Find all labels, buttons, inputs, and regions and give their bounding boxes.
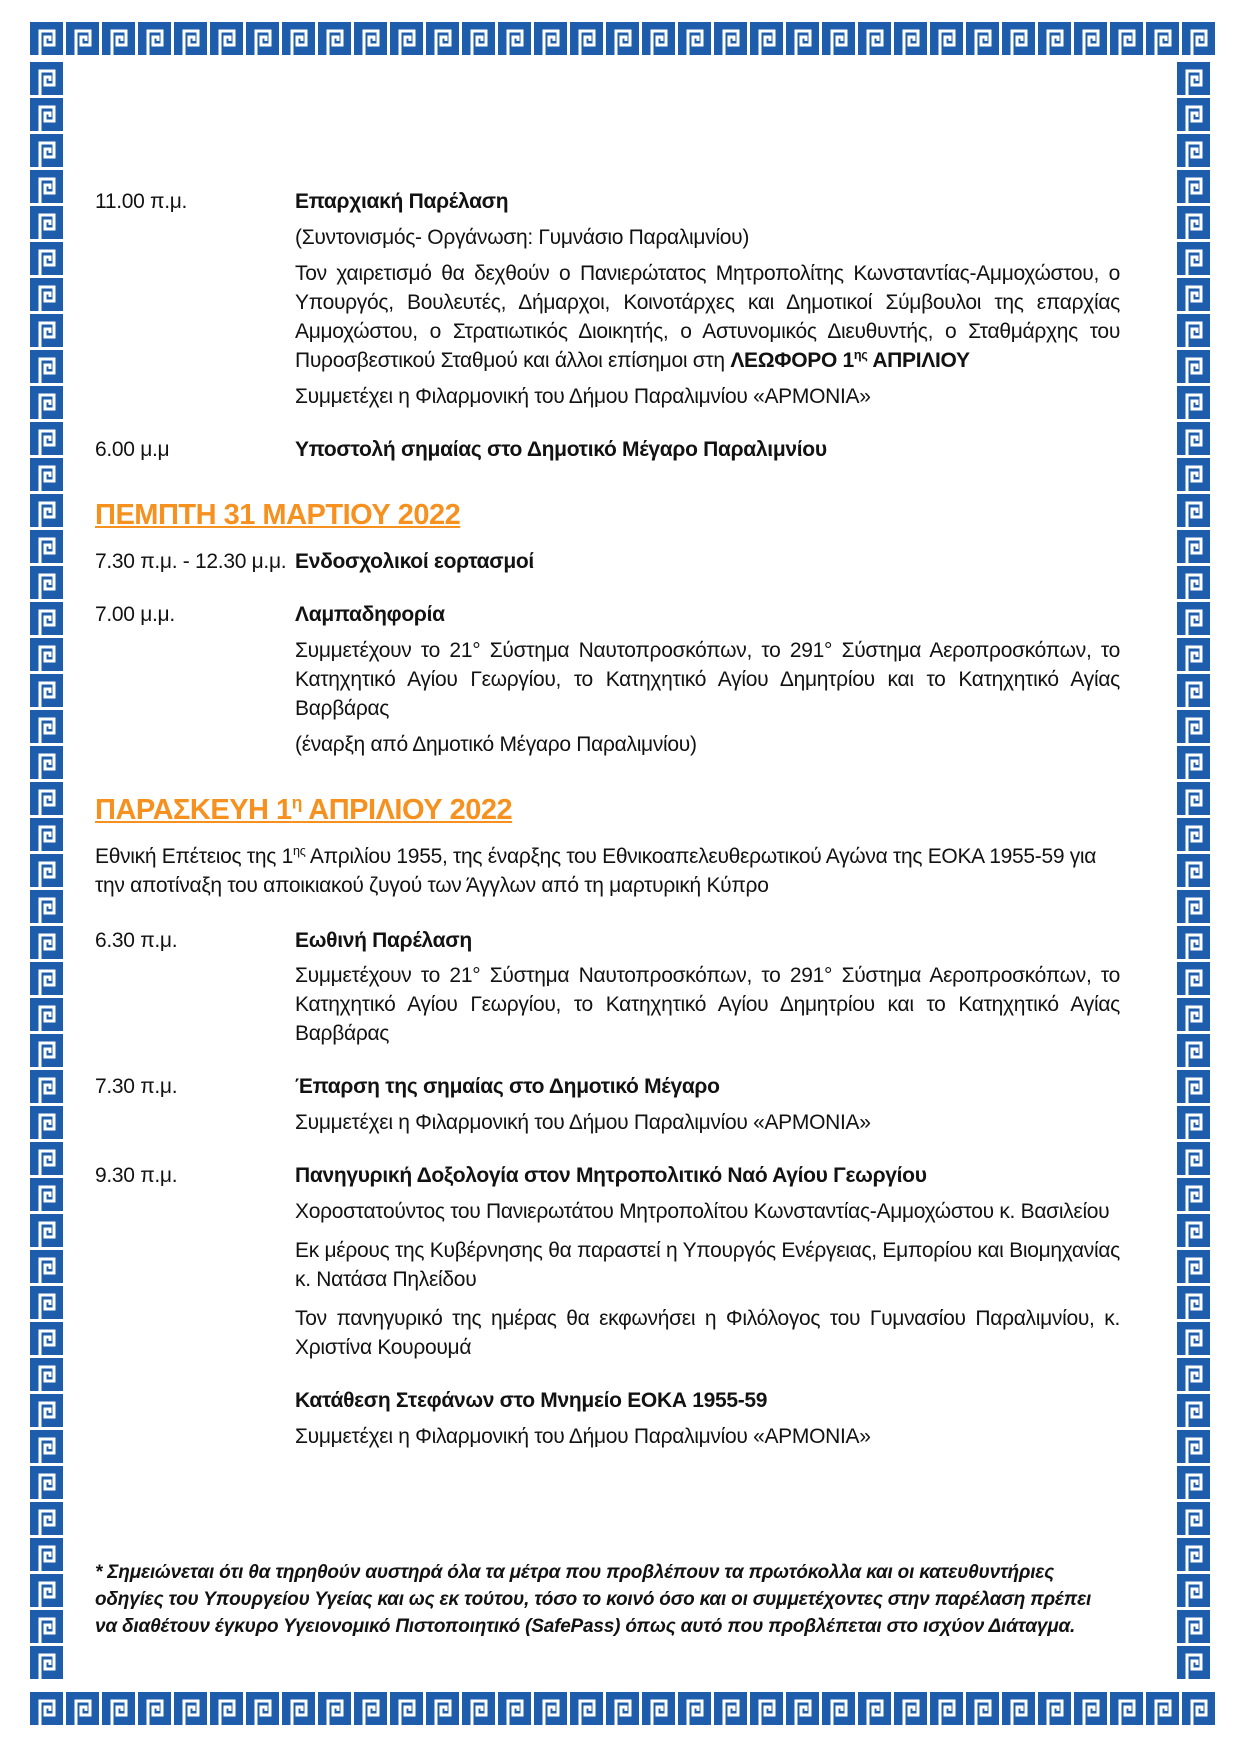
greek-key-border-top <box>30 22 1215 55</box>
greek-key-tile-icon <box>1177 134 1210 167</box>
greek-key-tile-icon <box>30 206 63 239</box>
greek-key-tile-icon <box>1177 854 1210 887</box>
text-segment: Τον χαιρετισμό θα δεχθούν ο Πανιερώτατος Μητροπολίτης Κωνσταντίας-Αμμοχώστου, ο Υπουργός, Βουλευτές, Δήμαρχοι, Κοινοτάρχες και Δημοτικοί Σύμβουλοι της επαρχίας Αμμοχώστου, ο Στρατιωτικός Διοικητής, ο Αστυνομικός Διευθυντής, ο Σταθμάρχης του Πυροσβεστικού Σταθμού και άλλοι επίσημοι στη <box>295 261 1120 372</box>
greek-key-tile-icon <box>1177 1286 1210 1319</box>
greek-key-tile-icon <box>1177 314 1210 347</box>
greek-key-tile-icon <box>30 98 63 131</box>
greek-key-tile-icon <box>786 22 819 55</box>
greek-key-tile-icon <box>498 1692 531 1725</box>
greek-key-tile-icon <box>1177 1430 1210 1463</box>
greek-key-tile-icon <box>30 1538 63 1571</box>
event-paragraph <box>295 436 1120 465</box>
greek-key-tile-icon <box>30 962 63 995</box>
schedule-event <box>95 1162 1120 1363</box>
greek-key-tile-icon <box>1177 1394 1210 1427</box>
greek-key-tile-icon <box>30 1502 63 1535</box>
event-details <box>295 436 1120 465</box>
greek-key-tile-icon <box>678 22 711 55</box>
greek-key-tile-icon <box>30 1070 63 1103</box>
greek-key-tile-icon <box>66 22 99 55</box>
greek-key-tile-icon <box>1177 62 1210 95</box>
greek-key-tile-icon <box>1177 170 1210 203</box>
text-segment: * Σημειώνεται ότι θα τηρηθούν αυστηρά όλα τα μέτρα που προβλέπουν τα πρωτόκολλα και οι κατευθυντήριες οδηγίες του Υπουργείου Υγείας και ως εκ τούτου, τόσο το κοινό όσο και οι συμμετέχοντες στην παρέλαση πρέπει να διαθέτουν έγκυρο Υγειονομικό Πιστοποιητικό (SafePass) όπως αυτό που προβλέπεται στο ισχύον Διάταγμα. <box>95 1562 1092 1637</box>
text-segment: Εκ μέρους της Κυβέρνησης θα παραστεί η Υπουργός Ενέργειας, Εμπορίου και Βιομηχανίας κ. Νατάσα Πηλείδου <box>295 1239 1120 1292</box>
text-segment: Χοροστατούντος του Πανιερωτάτου Μητροπολίτου Κωνσταντίας-Αμμοχώστου κ. Βασιλείου <box>295 1200 1110 1224</box>
greek-key-tile-icon <box>1177 1214 1210 1247</box>
event-time: 7.30 π.μ. <box>95 1075 178 1099</box>
greek-key-tile-icon <box>606 22 639 55</box>
greek-key-tile-icon <box>30 638 63 671</box>
schedule-event <box>95 1073 1120 1138</box>
event-time: 7.00 μ.μ. <box>95 602 175 626</box>
greek-key-tile-icon <box>786 1692 819 1725</box>
greek-key-tile-icon <box>282 22 315 55</box>
greek-key-tile-icon <box>1177 746 1210 779</box>
greek-key-tile-icon <box>30 1574 63 1607</box>
event-time <box>95 1387 295 1452</box>
greek-key-tile-icon <box>1002 22 1035 55</box>
greek-key-tile-icon <box>30 458 63 491</box>
greek-key-tile-icon <box>1177 674 1210 707</box>
greek-key-tile-icon <box>1177 458 1210 491</box>
greek-key-tile-icon <box>606 1692 639 1725</box>
text-segment: ΛΕΩΦΟΡΟ 1 <box>730 348 854 372</box>
event-details <box>295 1162 1120 1363</box>
greek-key-tile-icon <box>1177 1358 1210 1391</box>
text-segment: ης <box>293 843 306 858</box>
greek-key-tile-icon <box>570 22 603 55</box>
greek-key-tile-icon <box>30 1250 63 1283</box>
text-segment: Ενδοσχολικοί εορτασμοί <box>295 549 534 573</box>
greek-key-tile-icon <box>534 22 567 55</box>
event-paragraph <box>295 731 1120 760</box>
greek-key-tile-icon <box>30 1214 63 1247</box>
greek-key-tile-icon <box>30 62 63 95</box>
greek-key-tile-icon <box>966 1692 999 1725</box>
day-intro <box>95 843 1120 901</box>
text-segment: Εθνική Επέτειος της 1 <box>95 844 293 868</box>
greek-key-tile-icon <box>1146 1692 1179 1725</box>
greek-key-tile-icon <box>30 1692 63 1725</box>
text-segment: ΑΠΡΙΛΙΟΥ 2022 <box>301 793 513 826</box>
greek-key-tile-icon <box>498 22 531 55</box>
greek-key-tile-icon <box>30 242 63 275</box>
text-segment: ΠΑΡΑΣΚΕΥΗ 1 <box>95 793 292 826</box>
greek-key-tile-icon <box>1177 422 1210 455</box>
greek-key-tile-icon <box>30 1394 63 1427</box>
greek-key-tile-icon <box>30 566 63 599</box>
greek-key-tile-icon <box>1177 1070 1210 1103</box>
greek-key-tile-icon <box>1110 22 1143 55</box>
greek-key-tile-icon <box>1177 278 1210 311</box>
text-segment: (έναρξη από Δημοτικό Μέγαρο Παραλιμνίου) <box>295 732 697 756</box>
greek-key-tile-icon <box>30 1286 63 1319</box>
schedule-event <box>95 1387 1120 1452</box>
greek-key-tile-icon <box>1177 1034 1210 1067</box>
greek-key-tile-icon <box>1177 242 1210 275</box>
text-segment: (Συντονισμός- Οργάνωση: Γυμνάσιο Παραλιμνίου) <box>295 225 750 249</box>
event-details <box>295 1073 1120 1138</box>
text-segment: Τον πανηγυρικό της ημέρας θα εκφωνήσει η Φιλόλογος του Γυμνασίου Παραλιμνίου, κ. Χριστίνα Κουρουμά <box>295 1307 1120 1360</box>
greek-key-tile-icon <box>1177 386 1210 419</box>
greek-key-tile-icon <box>858 22 891 55</box>
schedule <box>95 188 1120 1637</box>
greek-key-tile-icon <box>1177 1106 1210 1139</box>
event-paragraph <box>295 1198 1120 1227</box>
greek-key-tile-icon <box>30 926 63 959</box>
text-segment: ΑΠΡΙΛΙΟΥ <box>867 348 970 372</box>
event-paragraph <box>295 548 1120 577</box>
greek-key-tile-icon <box>822 1692 855 1725</box>
text-segment: Επαρχιακή Παρέλαση <box>295 190 509 213</box>
greek-key-tile-icon <box>1177 818 1210 851</box>
text-segment: Συμμετέχει η Φιλαρμονική του Δήμου Παραλιμνίου «ΑΡΜΟΝΙΑ» <box>295 384 871 408</box>
event-details <box>295 1387 1120 1452</box>
greek-key-tile-icon <box>30 674 63 707</box>
greek-key-border-bottom <box>30 1692 1215 1725</box>
text-segment: Λαμπαδηφορία <box>295 602 445 626</box>
greek-key-tile-icon <box>30 890 63 923</box>
event-paragraph <box>295 188 1120 217</box>
greek-key-border-right <box>1177 62 1210 1679</box>
greek-key-tile-icon <box>1177 1538 1210 1571</box>
greek-key-tile-icon <box>1177 782 1210 815</box>
greek-key-tile-icon <box>1038 1692 1071 1725</box>
event-paragraph <box>295 962 1120 1049</box>
greek-key-tile-icon <box>30 1034 63 1067</box>
greek-key-tile-icon <box>30 386 63 419</box>
greek-key-tile-icon <box>930 1692 963 1725</box>
text-segment: Συμμετέχει η Φιλαρμονική του Δήμου Παραλιμνίου «ΑΡΜΟΝΙΑ» <box>295 1111 871 1135</box>
greek-key-tile-icon <box>30 1430 63 1463</box>
greek-key-tile-icon <box>318 1692 351 1725</box>
schedule-event <box>95 601 1120 760</box>
greek-key-tile-icon <box>1002 1692 1035 1725</box>
greek-key-tile-icon <box>678 1692 711 1725</box>
greek-key-tile-icon <box>30 314 63 347</box>
greek-key-tile-icon <box>1177 710 1210 743</box>
event-paragraph <box>295 1109 1120 1138</box>
greek-key-tile-icon <box>1177 1466 1210 1499</box>
greek-key-tile-icon <box>390 1692 423 1725</box>
greek-key-tile-icon <box>1110 1692 1143 1725</box>
greek-key-tile-icon <box>246 1692 279 1725</box>
greek-key-tile-icon <box>390 22 423 55</box>
greek-key-tile-icon <box>138 1692 171 1725</box>
greek-key-tile-icon <box>1146 22 1179 55</box>
greek-key-tile-icon <box>426 22 459 55</box>
greek-key-tile-icon <box>1182 22 1215 55</box>
greek-key-tile-icon <box>750 22 783 55</box>
text-segment: Πανηγυρική Δοξολογία στον Μητροπολιτικό Ναό Αγίου Γεωργίου <box>295 1164 927 1188</box>
text-segment: Απριλίου 1955, της έναρξης του Εθνικοαπελευθερωτικού Αγώνα της ΕΟΚΑ 1955-59 για την αποτίναξη του αποικιακού ζυγού των Άγγλων από τη μαρτυρική Κύπρο <box>95 844 1097 897</box>
event-time: 6.00 μ.μ <box>95 437 170 461</box>
greek-key-tile-icon <box>174 22 207 55</box>
greek-key-tile-icon <box>30 1178 63 1211</box>
greek-key-tile-icon <box>1177 926 1210 959</box>
day-header <box>95 791 1120 827</box>
greek-key-tile-icon <box>30 134 63 167</box>
greek-key-tile-icon <box>1177 1178 1210 1211</box>
event-paragraph <box>295 1305 1120 1363</box>
greek-key-tile-icon <box>462 22 495 55</box>
greek-key-tile-icon <box>1177 998 1210 1031</box>
greek-key-tile-icon <box>1074 1692 1107 1725</box>
event-paragraph <box>295 1423 1120 1452</box>
greek-key-tile-icon <box>1177 530 1210 563</box>
greek-key-tile-icon <box>30 818 63 851</box>
text-segment: η <box>291 791 302 812</box>
greek-key-tile-icon <box>30 530 63 563</box>
greek-key-tile-icon <box>822 22 855 55</box>
greek-key-tile-icon <box>858 1692 891 1725</box>
safepass-footnote <box>95 1560 1095 1641</box>
event-time: 6.30 π.μ. <box>95 928 178 952</box>
event-paragraph <box>295 1387 1120 1416</box>
greek-key-tile-icon <box>30 854 63 887</box>
greek-key-tile-icon <box>30 782 63 815</box>
event-paragraph <box>295 601 1120 630</box>
greek-key-tile-icon <box>1177 1322 1210 1355</box>
text-segment: Έπαρση της σημαίας στο Δημοτικό Μέγαρο <box>295 1075 720 1099</box>
greek-key-tile-icon <box>30 1322 63 1355</box>
greek-key-tile-icon <box>318 22 351 55</box>
event-details <box>295 548 1120 577</box>
text-segment: Συμμετέχουν το 21° Σύστημα Ναυτοπροσκόπων, το 291° Σύστημα Αεροπροσκόπων, το Κατηχητικό Αγίου Γεωργίου, το Κατηχητικό Αγίου Δημητρίου και το Κατηχητικό Αγίας Βαρβάρας <box>295 638 1120 720</box>
greek-key-tile-icon <box>210 22 243 55</box>
greek-key-tile-icon <box>642 22 675 55</box>
schedule-event <box>95 436 1120 465</box>
greek-key-tile-icon <box>30 494 63 527</box>
schedule-event <box>95 927 1120 1050</box>
event-paragraph <box>295 1073 1120 1102</box>
greek-key-tile-icon <box>30 998 63 1031</box>
event-details <box>295 601 1120 760</box>
text-segment: Συμμετέχουν το 21° Σύστημα Ναυτοπροσκόπων, το 291° Σύστημα Αεροπροσκόπων, το Κατηχητικό Αγίου Γεωργίου, το Κατηχητικό Αγίου Δημητρίου και το Κατηχητικό Αγίας Βαρβάρας <box>295 964 1120 1046</box>
greek-key-tile-icon <box>354 1692 387 1725</box>
greek-key-tile-icon <box>426 1692 459 1725</box>
greek-key-tile-icon <box>1177 1646 1210 1679</box>
greek-key-tile-icon <box>750 1692 783 1725</box>
greek-key-tile-icon <box>1177 890 1210 923</box>
greek-key-tile-icon <box>1177 962 1210 995</box>
greek-key-tile-icon <box>1177 1502 1210 1535</box>
event-paragraph <box>295 383 1120 412</box>
greek-key-tile-icon <box>30 1106 63 1139</box>
greek-key-tile-icon <box>966 22 999 55</box>
event-time: 7.30 π.μ. - 12.30 μ.μ. <box>95 549 287 573</box>
greek-key-tile-icon <box>1182 1692 1215 1725</box>
greek-key-tile-icon <box>30 170 63 203</box>
text-segment: Εωθινή Παρέλαση <box>295 928 472 952</box>
greek-key-tile-icon <box>174 1692 207 1725</box>
greek-key-tile-icon <box>30 1646 63 1679</box>
greek-key-tile-icon <box>30 602 63 635</box>
greek-key-tile-icon <box>1177 638 1210 671</box>
event-paragraph <box>295 1162 1120 1191</box>
greek-key-tile-icon <box>102 22 135 55</box>
text-segment: Κατάθεση Στεφάνων στο Μνημείο ΕΟΚΑ 1955-59 <box>295 1389 768 1413</box>
text-segment: ης <box>853 347 868 362</box>
greek-key-tile-icon <box>30 746 63 779</box>
greek-key-tile-icon <box>930 22 963 55</box>
greek-key-tile-icon <box>66 1692 99 1725</box>
greek-key-tile-icon <box>1177 1610 1210 1643</box>
greek-key-tile-icon <box>1177 566 1210 599</box>
greek-key-tile-icon <box>246 22 279 55</box>
greek-key-tile-icon <box>1038 22 1071 55</box>
greek-key-tile-icon <box>1177 98 1210 131</box>
day-header <box>95 499 1120 532</box>
greek-key-tile-icon <box>1177 1574 1210 1607</box>
greek-key-tile-icon <box>30 278 63 311</box>
greek-key-tile-icon <box>1177 494 1210 527</box>
event-time: 11.00 π.μ. <box>95 190 188 213</box>
greek-key-tile-icon <box>642 1692 675 1725</box>
schedule-event <box>95 548 1120 577</box>
text-segment: Υποστολή σημαίας στο Δημοτικό Μέγαρο Παραλιμνίου <box>295 437 827 461</box>
greek-key-tile-icon <box>714 22 747 55</box>
event-paragraph <box>295 260 1120 376</box>
greek-key-tile-icon <box>354 22 387 55</box>
greek-key-tile-icon <box>1177 1250 1210 1283</box>
greek-key-tile-icon <box>1177 602 1210 635</box>
greek-key-tile-icon <box>30 1610 63 1643</box>
event-paragraph <box>295 927 1120 956</box>
greek-key-tile-icon <box>1177 1142 1210 1175</box>
event-paragraph <box>295 1237 1120 1295</box>
greek-key-tile-icon <box>282 1692 315 1725</box>
greek-key-tile-icon <box>30 1358 63 1391</box>
greek-key-border-left <box>30 62 63 1679</box>
event-paragraph <box>295 224 1120 253</box>
greek-key-tile-icon <box>30 1142 63 1175</box>
greek-key-tile-icon <box>30 1466 63 1499</box>
greek-key-tile-icon <box>1177 350 1210 383</box>
greek-key-tile-icon <box>210 1692 243 1725</box>
greek-key-tile-icon <box>30 350 63 383</box>
event-details <box>295 927 1120 1050</box>
greek-key-tile-icon <box>30 710 63 743</box>
greek-key-tile-icon <box>138 22 171 55</box>
event-paragraph <box>295 637 1120 724</box>
greek-key-tile-icon <box>102 1692 135 1725</box>
greek-key-tile-icon <box>1074 22 1107 55</box>
event-details <box>295 188 1120 412</box>
greek-key-tile-icon <box>894 22 927 55</box>
greek-key-tile-icon <box>30 22 63 55</box>
text-segment: ΠΕΜΠΤΗ 31 ΜΑΡΤΙΟΥ 2022 <box>95 498 461 531</box>
greek-key-tile-icon <box>894 1692 927 1725</box>
greek-key-tile-icon <box>462 1692 495 1725</box>
event-time: 9.30 π.μ. <box>95 1164 178 1188</box>
greek-key-tile-icon <box>1177 206 1210 239</box>
greek-key-tile-icon <box>570 1692 603 1725</box>
greek-key-tile-icon <box>714 1692 747 1725</box>
greek-key-tile-icon <box>30 422 63 455</box>
schedule-event <box>95 188 1120 412</box>
greek-key-tile-icon <box>534 1692 567 1725</box>
text-segment: Συμμετέχει η Φιλαρμονική του Δήμου Παραλιμνίου «ΑΡΜΟΝΙΑ» <box>295 1425 871 1449</box>
